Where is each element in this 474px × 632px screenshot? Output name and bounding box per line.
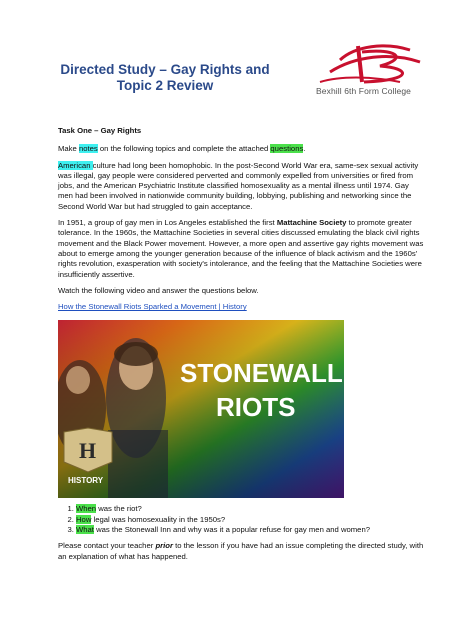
- paragraph-2-text-2: to promote greater tolerance. In the 1960s, the Mattachine Societies in several cities discussed emulating the black civil rights movement and the Black Power movement. However, a more open and assertive gay rights movement was about to emerge among the younger generation because of the influence of black activism and the 1960s' rights revolution, exasperation with society's intolerance, and the feeling that the Mattachine Societies were insufficiently assertive.: [58, 218, 424, 279]
- college-name: Bexhill 6th Form College: [316, 86, 411, 96]
- instruction-text-3: .: [303, 144, 306, 154]
- video-thumbnail[interactable]: [58, 320, 344, 498]
- question-3-text: was the Stonewall Inn and why was it a popular refuse for gay men and women?: [93, 525, 371, 535]
- history-brand-text: HISTORY: [68, 476, 104, 486]
- question-2-highlight: How: [76, 514, 92, 524]
- document-body: [58, 126, 424, 568]
- highlight-questions: questions: [270, 144, 304, 154]
- document-title: [40, 62, 290, 94]
- history-logo-icon: [64, 428, 112, 472]
- mattachine-society-term: Mattachine Society: [276, 218, 347, 228]
- title-line-2: Topic 2 Review: [116, 78, 214, 93]
- contact-note-emphasis: prior: [155, 541, 173, 551]
- question-list: [58, 504, 424, 535]
- title-line-1: Directed Study – Gay Rights and: [60, 62, 270, 77]
- question-item: [76, 515, 424, 525]
- question-1-highlight: When: [76, 504, 97, 514]
- question-2-text: legal was homosexuality in the 1950s?: [91, 514, 226, 524]
- college-logo-icon: [300, 38, 450, 108]
- instruction-text-1: Make: [58, 144, 79, 154]
- question-1-text: was the riot?: [96, 504, 142, 514]
- video-title-line-2: RIOTS: [216, 392, 296, 423]
- video-title-line-1: STONEWALL: [180, 358, 343, 389]
- instruction-text-2: on the following topics and complete the attached: [97, 144, 271, 154]
- contact-note: [58, 541, 424, 562]
- paragraph-mattachine: [58, 218, 424, 280]
- watch-instruction: Watch the following video and answer the questions below.: [58, 285, 259, 295]
- question-3-highlight: What: [76, 525, 94, 535]
- contact-note-text-2: to the lesson if you have had an issue completing the directed study, with an explanation of what has happened.: [58, 541, 424, 561]
- svg-text:H: H: [79, 438, 97, 464]
- highlight-notes: notes: [78, 144, 98, 154]
- highlight-american: American: [58, 160, 93, 170]
- instruction-paragraph: [58, 144, 424, 154]
- question-item: [76, 504, 424, 514]
- paragraph-2-text-1: In 1951, a group of gay men in Los Angeles established the first: [58, 218, 277, 228]
- task-heading: Task One – Gay Rights: [58, 126, 142, 135]
- question-item: [76, 525, 424, 535]
- paragraph-american-culture: [58, 161, 424, 212]
- video-link[interactable]: How the Stonewall Riots Sparked a Movement | History: [58, 302, 247, 312]
- contact-note-text-1: Please contact your teacher: [58, 541, 156, 551]
- paragraph-1-text: culture had long been homophobic. In the post-Second World War era, same-sex sexual activity was illegal, gay people were considered perverted and commonly expelled from universities or fired from jobs, and the American Psychiatric Institute classified homosexuality as a mental illness until 1974. Gay men had been involved in nationwide community building, lobbying, publishing and networking since the Second World War but had struggled to gain acceptance.: [58, 160, 419, 211]
- video-thumbnail-art: [58, 320, 344, 498]
